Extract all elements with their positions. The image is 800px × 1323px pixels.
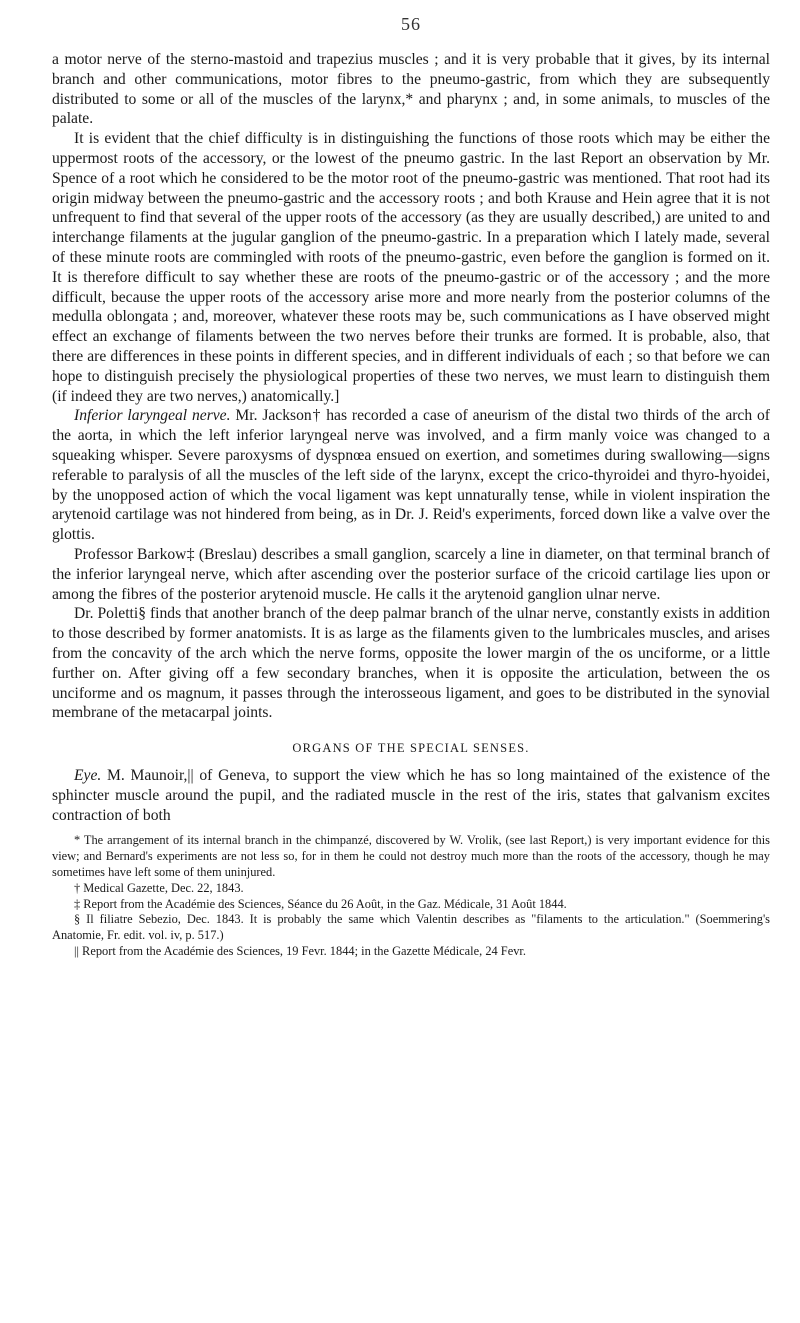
footnote-4: § Il filiatre Sebezio, Dec. 1843. It is probably the same which Valentin describes as "filaments to the articulation." (Soemmering's Anatomie, Fr. edit. vol. iv, p. 517.) [52, 912, 770, 943]
footnote-2: † Medical Gazette, Dec. 22, 1843. [74, 880, 244, 895]
body-text [52, 50, 770, 825]
footnote-5: || Report from the Académie des Sciences, 19 Fevr. 1844; in the Gazette Médicale, 24 Fevr. [74, 944, 526, 959]
footnotes [52, 833, 770, 959]
paragraph-5: Dr. Poletti§ finds that another branch of the deep palmar branch of the ulnar nerve, constantly exists in addition to those described by former anatomists. It is as large as the filaments given to the lumbricales muscles, and arises from the concavity of the arch which the nerve forms, opposite the lower margin of the os unciforme, or a little further on. After giving off a few secondary branches, when it is opposite the articulation, between the os unciforme and os magnum, it passes through the interosseous ligament, and goes to be distributed in the synovial membrane of the metacarpal joints. [52, 605, 770, 722]
section-paragraph-1-text: M. Maunoir,|| of Geneva, to support the view which he has so long maintained of the existence of the sphincter muscle around the pupil, and the radiated muscle in the rest of the iris, states that galvanism excites contraction of both [52, 767, 770, 824]
footnote-separator [52, 825, 770, 833]
section-paragraph-1-lead: Eye. [74, 767, 102, 785]
page-number: 56 [401, 14, 421, 34]
section-heading: ORGANS OF THE SPECIAL SENSES. [292, 741, 530, 756]
document-page [52, 14, 770, 960]
paragraph-4: Professor Barkow‡ (Breslau) describes a small ganglion, scarcely a line in diameter, on that terminal branch of the inferior laryngeal nerve, which after ascending over the posterior surface of the cricoid cartilage lies upon or among the fibres of the posterior arytenoid muscle. He calls it the arytenoid ganglion ulnar nerve. [52, 545, 770, 603]
section-paragraph-1 [52, 766, 770, 825]
paragraph-2: It is evident that the chief difficulty is in distinguishing the functions of those roots which may be either the uppermost roots of the accessory, or the lowest of the pneumo gastric. In the last Report an observation by Mr. Spence of a root which he considered to be the motor root of the pneumo-gastric was mentioned. That root had its origin midway between the pneumo-gastric and the accessory roots ; and both Krause and Hein agree that it is not unfrequent to find that several of the upper roots of the accessory (as they are usually described,) are united to and interchange filaments at the jugular ganglion of the pneumo-gastric. In a preparation which I lately made, several of these minute roots are commingled with roots of the pneumo-gastric, even before the ganglion is formed on it. It is therefore difficult to say whether these are roots of the pneumo-gastric or of the accessory ; and the more difficult, because the upper roots of the accessory arise more and more nearly from the posterior columns of the medulla oblongata ; and, moreover, whatever these roots may be, such communications as I have observed might effect an exchange of filaments between the two nerves before their trunks are formed. It is probable, also, that there are differences in these points in different species, and in different individuals of each ; so that before we can hope to distinguish precisely the physiological properties of these two nerves, we must learn to distinguish them (if indeed they are two nerves,) anatomically.] [52, 130, 770, 405]
paragraph-3-text: Mr. Jackson† has recorded a case of aneurism of the distal two thirds of the arch of the aorta, in which the left inferior laryngeal nerve was involved, and a firm manly voice was changed to a squeaking whisper. Severe paroxysms of dyspnœa ensued on exertion, and sometimes during swallowing—signs referable to paralysis of all the muscles of the left side of the larynx, except the crico-thyroidei and thyro-hyoidei, by the unopposed action of which the vocal ligament was kept unnaturally tense, while in violent inspiration the arytenoid cartilage was not hindered from being, as in Dr. J. Reid's experiments, forced down like a valve over the glottis. [52, 407, 770, 544]
paragraph-3-lead: Inferior laryngeal nerve. [74, 407, 231, 425]
paragraph-3 [52, 406, 770, 545]
paragraph-1: a motor nerve of the sterno-mastoid and trapezius muscles ; and it is very probable that it gives, by its internal branch and other communications, motor fibres to the pneumo-gastric, from which they are subsequently distributed to some or all of the muscles of the larynx,* and pharynx ; and, in some animals, to muscles of the palate. [52, 51, 770, 128]
footnote-3: ‡ Report from the Académie des Sciences, Séance du 26 Août, in the Gaz. Médicale, 31 Août 1844. [74, 896, 567, 911]
footnote-1: * The arrangement of its internal branch in the chimpanzé, discovered by W. Vrolik, (see last Report,) is very important evidence for this view; and Bernard's experiments are not less so, for in them he could not destroy much more than the roots of the accessory, though he may sometimes have left some of them uninjured. [52, 833, 770, 880]
